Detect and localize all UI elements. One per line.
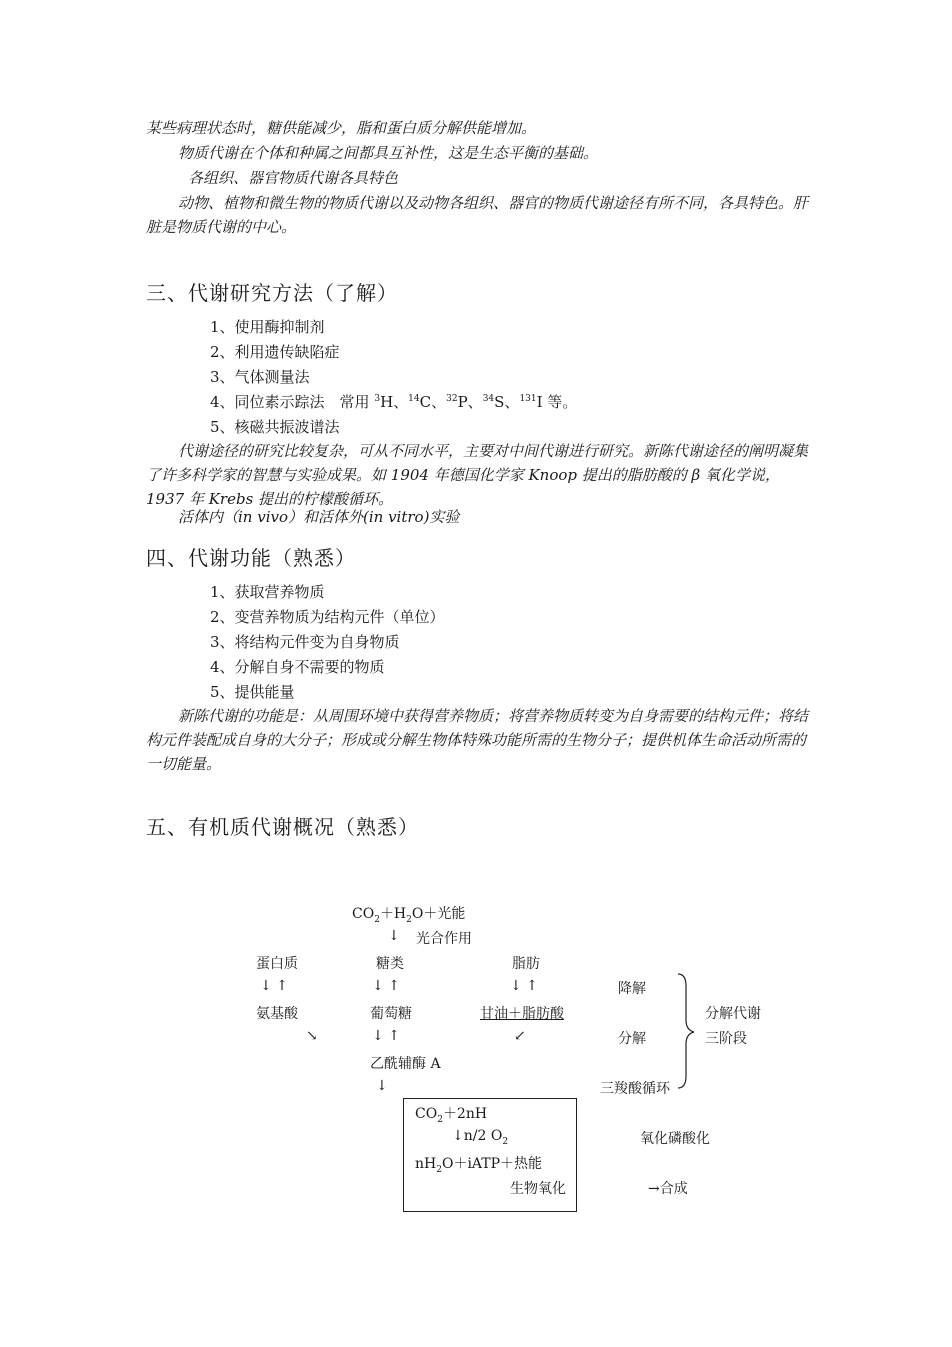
separator: 、 — [467, 393, 483, 411]
photosynthesis-label: 光合作用 — [416, 931, 472, 947]
list-item: 3、气体测量法 — [210, 368, 310, 386]
tca-label: 三羧酸循环 — [600, 1081, 670, 1097]
decompose-label: 分解 — [618, 1031, 646, 1047]
updown-arrows-icon: ↓ ↑ — [260, 978, 288, 994]
list-item: 4、分解自身不需要的物质 — [210, 658, 385, 676]
isotope-mass: 3 — [374, 394, 381, 404]
paragraph-text: 代谢途径的研究比较复杂，可从不同水平，主要对中间代谢进行研究。新陈代谢途径的阐明凝集了许多科学家的智慧与实验成果。如 1904 年德国化学家 Knoop 提出的脂肪酸的 β 氧化学说，1937 年 Krebs 提出的柠檬酸循环。 — [146, 442, 809, 508]
text-line: 物质代谢在个体和种属之间都具互补性，这是生态平衡的基础。 — [178, 144, 599, 162]
acetyl-coa-label: 乙酰辅酶 A — [370, 1056, 441, 1072]
list-item: 2、利用遗传缺陷症 — [210, 343, 340, 361]
list-item: 5、核磁共振波谱法 — [210, 418, 340, 436]
separator: 等。 — [542, 393, 578, 411]
bio-oxidation-label: 生物氧化 — [510, 1181, 566, 1197]
box-o2: ↓n/2 $O_2$ — [452, 1128, 509, 1147]
section-heading: 三、代谢研究方法（了解） — [146, 281, 398, 305]
list-item: 2、变营养物质为结构元件（单位） — [210, 608, 445, 626]
isotope-element: C — [419, 393, 432, 411]
isotope-element: H — [380, 393, 394, 411]
arrow-down-icon: ↓ — [376, 1078, 388, 1094]
isotope-element: I — [536, 393, 543, 411]
catabolism-label: 分解代谢 — [705, 1006, 761, 1022]
updown-arrows-icon: ↓ ↑ — [372, 1028, 400, 1044]
isotope-element: P — [457, 393, 468, 411]
list-item: 3、将结构元件变为自身物质 — [210, 633, 400, 651]
three-stages-label: 三阶段 — [705, 1031, 747, 1047]
synthesis-label: →合成 — [648, 1181, 688, 1197]
box-h2o-atp: $nH_2O+iATP+$热能 — [415, 1156, 543, 1175]
box-co2-2nh: $CO_2+2nH$ — [415, 1106, 488, 1125]
section-heading: 五、有机质代谢概况（熟悉） — [146, 815, 419, 839]
separator: 、 — [431, 393, 447, 411]
brace-icon — [674, 972, 700, 1092]
co2-h2o-light: $CO_2+H_2O+$光能 — [352, 906, 466, 925]
arrow-down-icon: ↓ — [388, 928, 400, 944]
paragraph — [146, 439, 812, 511]
arrow-sw-icon: ↙ — [514, 1028, 526, 1044]
paragraph-text: 新陈代谢的功能是：从周围环境中获得营养物质；将营养物质转变为自身需要的结构元件；将结构元件装配成自身的大分子；形成或分解生物体特殊功能所需的生物分子；提供机体生命活动所需的一切能量。 — [146, 707, 809, 773]
text-line: 各组织、器官物质代谢各具特色 — [188, 169, 399, 187]
protein-label: 蛋白质 — [256, 956, 298, 972]
list-item-isotope — [210, 390, 577, 415]
text-line: 活体内（in vivo）和活体外(in vitro)实验 — [178, 508, 460, 526]
glucose-label: 葡萄糖 — [370, 1006, 412, 1022]
separator: 、 — [393, 393, 409, 411]
fat-label: 脂肪 — [512, 956, 540, 972]
list-item: 1、使用酶抑制剂 — [210, 318, 325, 336]
text-line: 某些病理状态时，糖供能减少，脂和蛋白质分解供能增加。 — [146, 119, 537, 137]
oxphos-label: 氧化磷酸化 — [640, 1131, 710, 1147]
isotope-mass: 32 — [446, 394, 458, 404]
updown-arrows-icon: ↓ ↑ — [510, 978, 538, 994]
updown-arrows-icon: ↓ ↑ — [372, 978, 400, 994]
sugar-label: 糖类 — [376, 956, 404, 972]
separator: 、 — [504, 393, 520, 411]
glycerol-fatty-acid-label: 甘油＋脂肪酸 — [480, 1006, 564, 1022]
isotope-mass: 131 — [519, 394, 537, 404]
amino-acid-label: 氨基酸 — [256, 1006, 298, 1022]
degrade-label: 降解 — [618, 981, 646, 997]
arrow-se-icon: ↘ — [306, 1028, 318, 1044]
section-heading: 四、代谢功能（熟悉） — [146, 546, 356, 570]
list-item: 5、提供能量 — [210, 683, 295, 701]
list-item-text: 4、同位素示踪法 常用 — [210, 393, 370, 411]
paragraph — [146, 704, 812, 776]
paragraph — [146, 191, 812, 239]
list-item: 1、获取营养物质 — [210, 583, 325, 601]
isotope-mass: 34 — [482, 394, 495, 404]
paragraph-text: 动物、植物和微生物的物质代谢以及动物各组织、器官的物质代谢途径有所不同，各具特色。肝脏是物质代谢的中心。 — [146, 194, 809, 236]
isotope-mass: 14 — [408, 394, 420, 404]
isotope-element: S — [494, 393, 505, 411]
